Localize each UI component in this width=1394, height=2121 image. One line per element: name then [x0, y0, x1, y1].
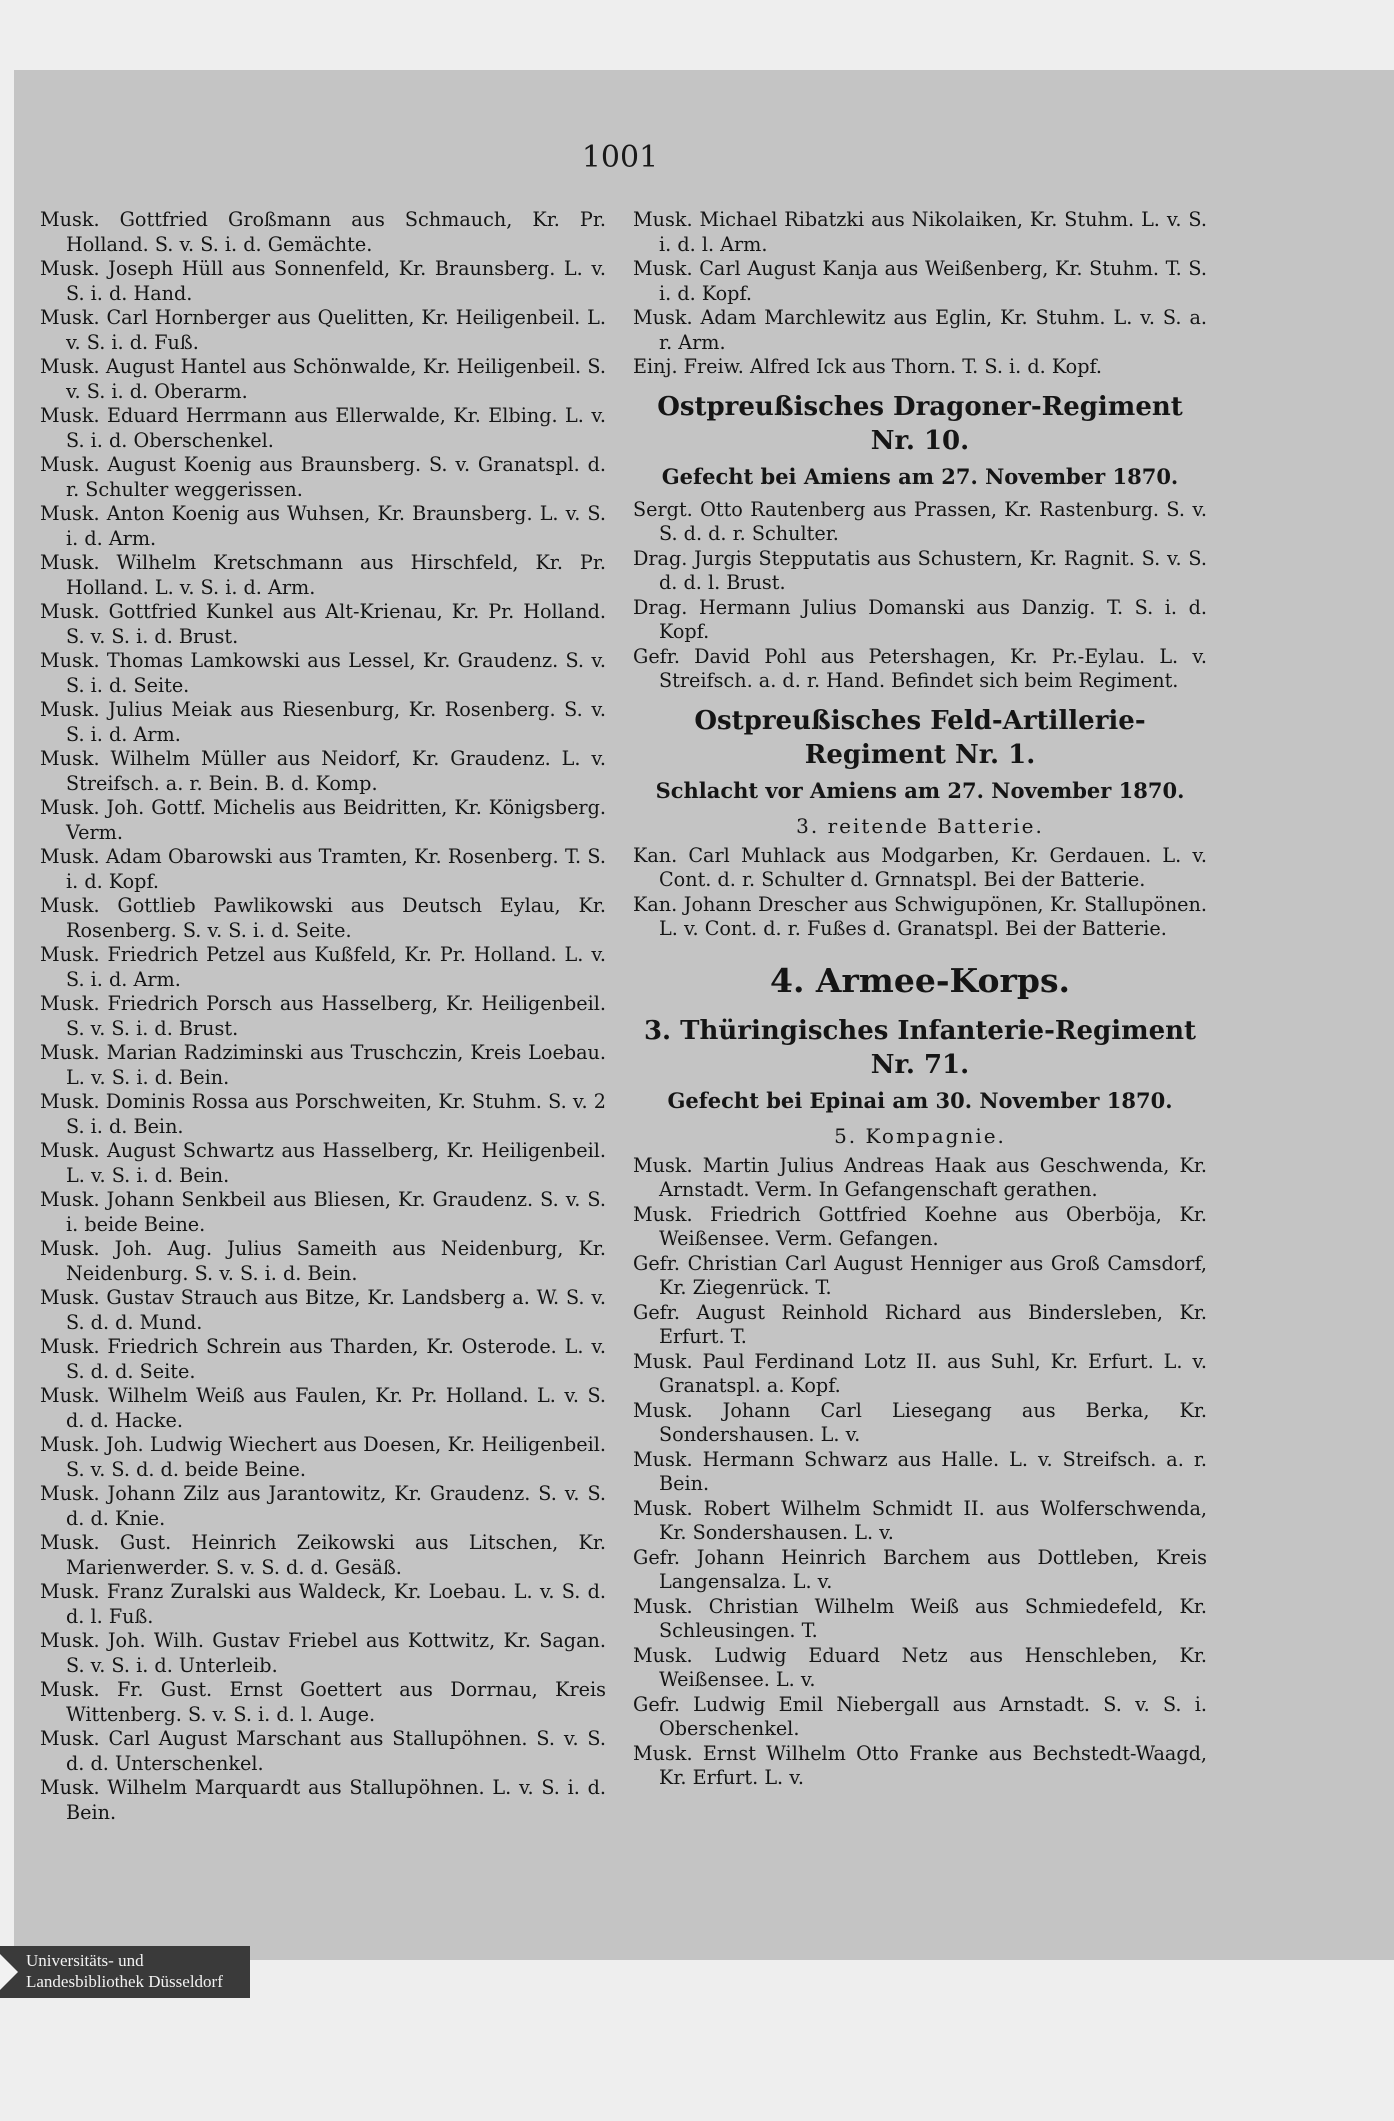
list-item: Gefr. David Pohl aus Petershagen, Kr. Pr.-Eylau. L. v. Streifsch. a. d. r. Hand. Befindet sich beim Regiment. — [633, 644, 1207, 692]
list-item: Musk. Joh. Gottf. Michelis aus Beidritten, Kr. Königsberg. Verm. — [40, 796, 606, 844]
list-item: Musk. Joh. Ludwig Wiechert aus Doesen, Kr. Heiligenbeil. S. v. S. d. d. beide Beine. — [40, 1433, 606, 1481]
list-item: Musk. Carl Hornberger aus Quelitten, Kr. Heiligenbeil. L. v. S. i. d. Fuß. — [40, 306, 606, 354]
library-logo — [0, 1946, 250, 1998]
list-item: Musk. Joh. Wilh. Gustav Friebel aus Kottwitz, Kr. Sagan. S. v. S. i. d. Unterleib. — [40, 1629, 606, 1677]
library-name-line-2: Landesbibliothek Düsseldorf — [26, 1972, 223, 1991]
list-item: Musk. Johann Senkbeil aus Bliesen, Kr. Graudenz. S. v. S. i. beide Beine. — [40, 1188, 606, 1236]
list-item: Musk. Carl August Marschant aus Stallupöhnen. S. v. S. d. d. Unterschenkel. — [40, 1727, 606, 1775]
list-item: Gefr. Ludwig Emil Niebergall aus Arnstadt. S. v. S. i. Oberschenkel. — [633, 1692, 1207, 1740]
list-item: Musk. Gottlieb Pawlikowski aus Deutsch Eylau, Kr. Rosenberg. S. v. S. i. d. Seite. — [40, 894, 606, 942]
list-item: Musk. Adam Marchlewitz aus Eglin, Kr. Stuhm. L. v. S. a. r. Arm. — [633, 306, 1207, 354]
left-column — [40, 208, 606, 1825]
list-item: Musk. Friedrich Schrein aus Tharden, Kr. Osterode. L. v. S. d. d. Seite. — [40, 1335, 606, 1383]
list-item: Musk. Friedrich Petzel aus Kußfeld, Kr. Pr. Holland. L. v. S. i. d. Arm. — [40, 943, 606, 991]
artillerie-heading: Ostpreußisches Feld-Artillerie-Regiment Nr. 1. — [694, 705, 1146, 770]
page-number: 1001 — [581, 140, 659, 175]
list-item: Musk. Gottfried Kunkel aus Alt-Krienau, Kr. Pr. Holland. S. v. S. i. d. Brust. — [40, 600, 606, 648]
list-item: Musk. Wilhelm Kretschmann aus Hirschfeld, Kr. Pr. Holland. L. v. S. i. d. Arm. — [40, 551, 606, 599]
list-item: Musk. Dominis Rossa aus Porschweiten, Kr. Stuhm. S. v. 2 S. i. d. Bein. — [40, 1090, 606, 1138]
list-item: Musk. August Koenig aus Braunsberg. S. v. Granatspl. d. r. Schulter weggerissen. — [40, 453, 606, 501]
list-item: Musk. Martin Julius Andreas Haak aus Geschwenda, Kr. Arnstadt. Verm. In Gefangenschaft gerathen. — [633, 1153, 1207, 1201]
list-item: Musk. Gustav Strauch aus Bitze, Kr. Landsberg a. W. S. v. S. d. d. Mund. — [40, 1286, 606, 1334]
right-column — [633, 208, 1207, 1791]
infanterie-battle: Gefecht bei Epinai am 30. November 1870. — [667, 1087, 1173, 1113]
list-item: Musk. Paul Ferdinand Lotz II. aus Suhl, Kr. Erfurt. L. v. Granatspl. a. Kopf. — [633, 1349, 1207, 1397]
list-item: Musk. Wilhelm Marquardt aus Stallupöhnen. L. v. S. i. d. Bein. — [40, 1776, 606, 1824]
list-item: Musk. Friedrich Porsch aus Hasselberg, Kr. Heiligenbeil. S. v. S. i. d. Brust. — [40, 992, 606, 1040]
artillerie-battery: 3. reitende Batterie. — [796, 813, 1044, 838]
list-item: Musk. Michael Ribatzki aus Nikolaiken, Kr. Stuhm. L. v. S. i. d. l. Arm. — [633, 208, 1207, 256]
dragoner-battle: Gefecht bei Amiens am 27. November 1870. — [661, 463, 1179, 489]
list-item: Einj. Freiw. Alfred Ick aus Thorn. T. S. i. d. Kopf. — [633, 355, 1103, 378]
dragoner-heading: Ostpreußisches Dragoner-Regiment Nr. 10. — [657, 391, 1183, 456]
list-item: Musk. Thomas Lamkowski aus Lessel, Kr. Graudenz. S. v. S. i. d. Seite. — [40, 649, 606, 697]
list-item: Musk. Joseph Hüll aus Sonnenfeld, Kr. Braunsberg. L. v. S. i. d. Hand. — [40, 257, 606, 305]
list-item: Musk. Wilhelm Müller aus Neidorf, Kr. Graudenz. L. v. Streifsch. a. r. Bein. B. d. Komp. — [40, 747, 606, 795]
list-item: Musk. Gottfried Großmann aus Schmauch, Kr. Pr. Holland. S. v. S. i. d. Gemächte. — [40, 208, 606, 256]
list-item: Musk. Eduard Herrmann aus Ellerwalde, Kr. Elbing. L. v. S. i. d. Oberschenkel. — [40, 404, 606, 452]
list-item: Musk. Gust. Heinrich Zeikowski aus Litschen, Kr. Marienwerder. S. v. S. d. d. Gesäß. — [40, 1531, 606, 1579]
corps-heading: 4. Armee-Korps. — [769, 960, 1071, 1000]
artillerie-battle: Schlacht vor Amiens am 27. November 1870. — [655, 777, 1185, 803]
list-item: Sergt. Otto Rautenberg aus Prassen, Kr. Rastenburg. S. v. S. d. d. r. Schulter. — [633, 497, 1207, 545]
list-item: Musk. August Schwartz aus Hasselberg, Kr. Heiligenbeil. L. v. S. i. d. Bein. — [40, 1139, 606, 1187]
list-item: Kan. Carl Muhlack aus Modgarben, Kr. Gerdauen. L. v. Cont. d. r. Schulter d. Grnnatspl. Bei der Batterie. — [633, 843, 1207, 891]
list-item: Drag. Hermann Julius Domanski aus Danzig. T. S. i. d. Kopf. — [633, 595, 1207, 643]
list-item: Musk. Julius Meiak aus Riesenburg, Kr. Rosenberg. S. v. S. i. d. Arm. — [40, 698, 606, 746]
library-triangle-icon — [0, 1954, 18, 1990]
infanterie-heading: 3. Thüringisches Infanterie-Regiment Nr. 71. — [643, 1015, 1197, 1080]
list-item: Musk. Johann Zilz aus Jarantowitz, Kr. Graudenz. S. v. S. d. d. Knie. — [40, 1482, 606, 1530]
list-item: Gefr. August Reinhold Richard aus Bindersleben, Kr. Erfurt. T. — [633, 1300, 1207, 1348]
list-item: Musk. Ludwig Eduard Netz aus Henschleben, Kr. Weißensee. L. v. — [633, 1643, 1207, 1691]
library-name-line-1: Universitäts- und — [26, 1951, 144, 1970]
library-name — [26, 1950, 223, 1992]
list-item: Musk. Franz Zuralski aus Waldeck, Kr. Loebau. L. v. S. d. d. l. Fuß. — [40, 1580, 606, 1628]
list-item: Musk. Adam Obarowski aus Tramten, Kr. Rosenberg. T. S. i. d. Kopf. — [40, 845, 606, 893]
list-item: Musk. Johann Carl Liesegang aus Berka, Kr. Sondershausen. L. v. — [633, 1398, 1207, 1446]
list-item: Musk. Carl August Kanja aus Weißenberg, Kr. Stuhm. T. S. i. d. Kopf. — [633, 257, 1207, 305]
list-item: Musk. Joh. Aug. Julius Sameith aus Neidenburg, Kr. Neidenburg. S. v. S. i. d. Bein. — [40, 1237, 606, 1285]
infanterie-company: 5. Kompagnie. — [834, 1123, 1006, 1148]
list-item: Musk. Friedrich Gottfried Koehne aus Oberböja, Kr. Weißensee. Verm. Gefangen. — [633, 1202, 1207, 1250]
list-item: Drag. Jurgis Stepputatis aus Schustern, Kr. Ragnit. S. v. S. d. d. l. Brust. — [633, 546, 1207, 594]
list-item: Musk. Fr. Gust. Ernst Goettert aus Dorrnau, Kreis Wittenberg. S. v. S. i. d. l. Auge. — [40, 1678, 606, 1726]
list-item: Musk. Wilhelm Weiß aus Faulen, Kr. Pr. Holland. L. v. S. d. d. Hacke. — [40, 1384, 606, 1432]
list-item: Musk. Ernst Wilhelm Otto Franke aus Bechstedt-Waagd, Kr. Erfurt. L. v. — [633, 1741, 1207, 1789]
list-item: Musk. Christian Wilhelm Weiß aus Schmiedefeld, Kr. Schleusingen. T. — [633, 1594, 1207, 1642]
list-item: Musk. August Hantel aus Schönwalde, Kr. Heiligenbeil. S. v. S. i. d. Oberarm. — [40, 355, 606, 403]
list-item: Musk. Robert Wilhelm Schmidt II. aus Wolferschwenda, Kr. Sondershausen. L. v. — [633, 1496, 1207, 1544]
list-item: Musk. Hermann Schwarz aus Halle. L. v. Streifsch. a. r. Bein. — [633, 1447, 1207, 1495]
list-item: Musk. Anton Koenig aus Wuhsen, Kr. Braunsberg. L. v. S. i. d. Arm. — [40, 502, 606, 550]
list-item: Kan. Johann Drescher aus Schwigupönen, Kr. Stallupönen. L. v. Cont. d. r. Fußes d. Granatspl. Bei der Batterie. — [633, 892, 1207, 940]
list-item: Musk. Marian Radziminski aus Truschczin, Kreis Loebau. L. v. S. i. d. Bein. — [40, 1041, 606, 1089]
list-item: Gefr. Johann Heinrich Barchem aus Dottleben, Kreis Langensalza. L. v. — [633, 1545, 1207, 1593]
list-item: Gefr. Christian Carl August Henniger aus Groß Camsdorf, Kr. Ziegenrück. T. — [633, 1251, 1207, 1299]
